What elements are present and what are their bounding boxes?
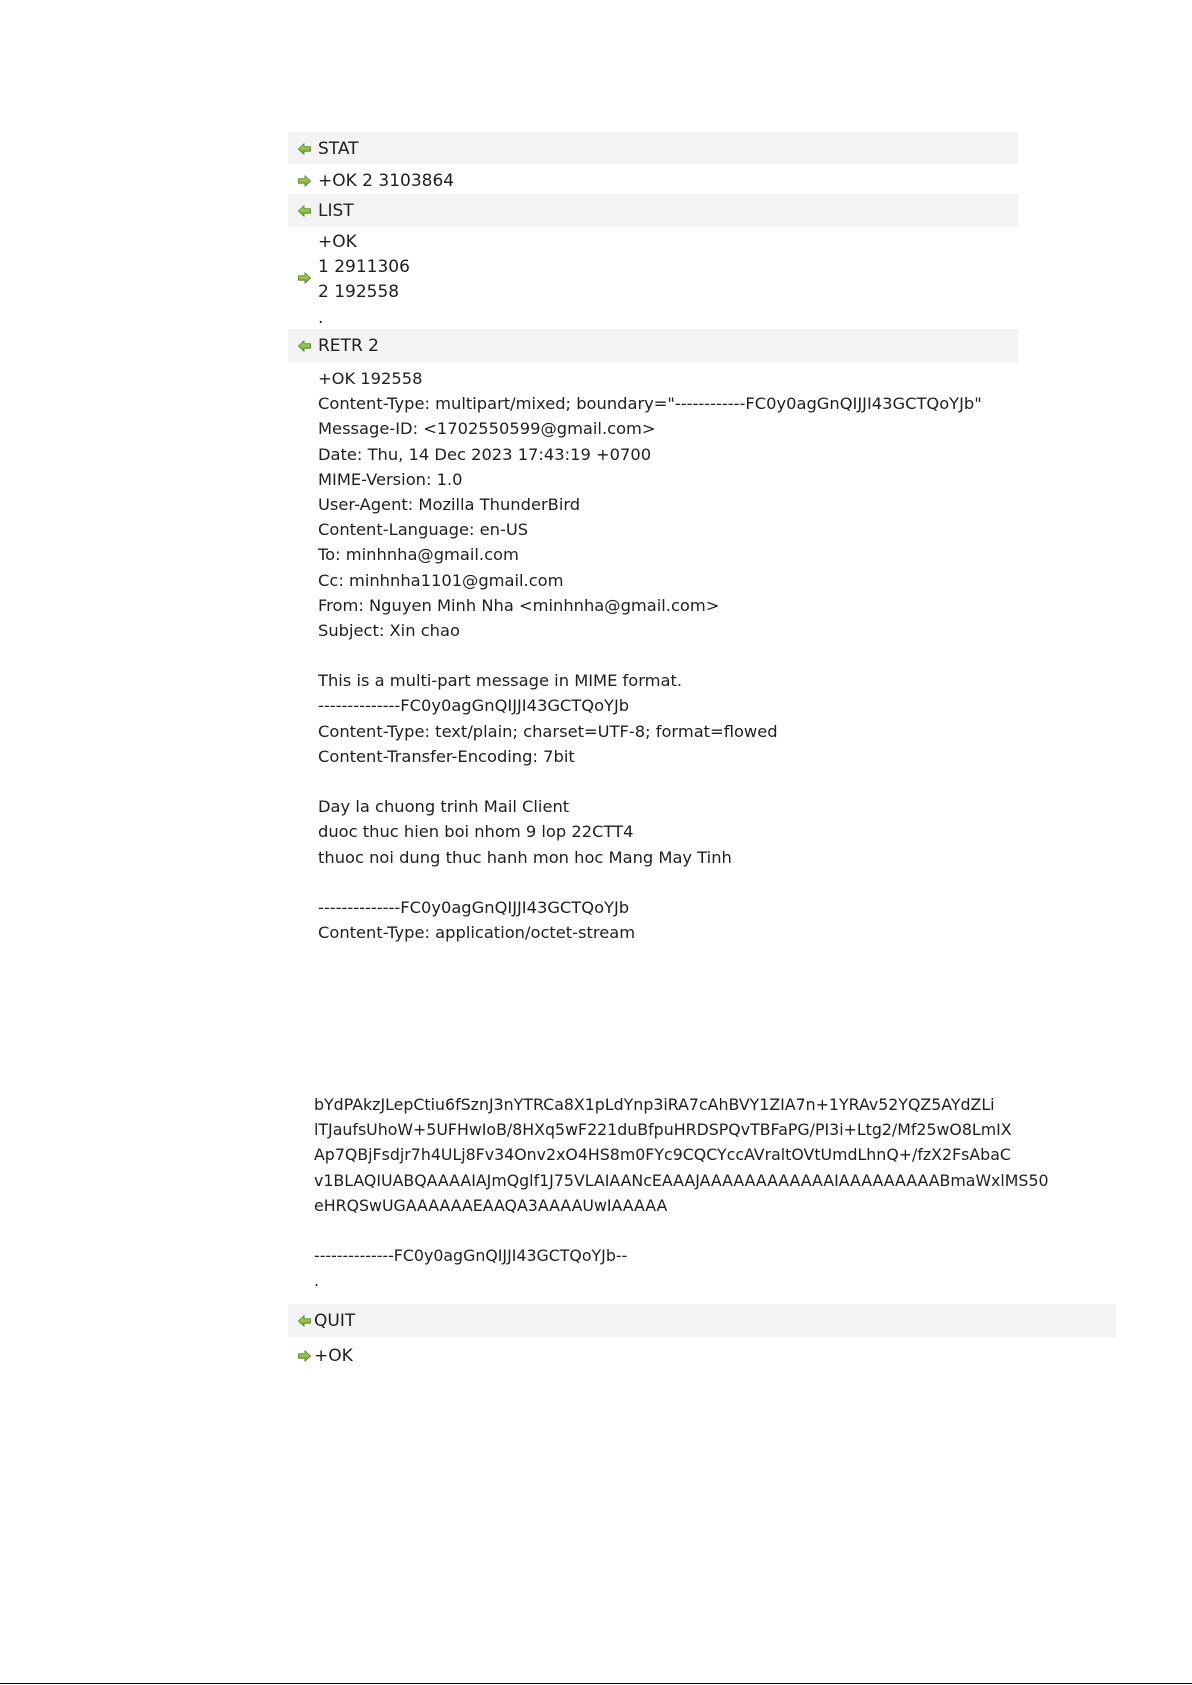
response-line: v1BLAQIUABQAAAAIAJmQglf1J75VLAIAANcEAAAJAAAAAAAAAAAAIAAAAAAAAABmaWxlMS50 (314, 1170, 1049, 1190)
response-line (314, 1218, 1049, 1243)
log-row-retr-response-tail (288, 1090, 1048, 1295)
response-line: lTJaufsUhoW+5UFHwIoB/8HXq5wF221duBfpuHRDSPQvTBFaPG/PI3i+Ltg2/Mf25wO8LmIX (314, 1120, 1012, 1140)
response-line: --------------FC0y0agGnQIJJI43GCTQoYJb (318, 696, 630, 716)
arrow-left-icon (298, 205, 311, 217)
log-row-quit-command (288, 1304, 1116, 1337)
response-text: +OK 2 3103864 (318, 170, 455, 191)
response-line: thuoc noi dung thuc hanh mon hoc Mang May Tinh (318, 847, 732, 867)
response-line: +OK 192558 (318, 369, 423, 388)
response-line: Date: Thu, 14 Dec 2023 17:43:19 +0700 (318, 444, 652, 464)
response-line: 1 2911306 (318, 257, 410, 278)
email-message-lines (318, 366, 982, 945)
arrow-left-icon (298, 1315, 311, 1327)
response-line: . (314, 1271, 320, 1291)
response-line: bYdPAkzJLepCtiu6fSznJ3nYTRCa8X1pLdYnp3iRA7cAhBVY1ZIA7n+1YRAv52YQZ5AYdZLi (314, 1095, 995, 1114)
log-row-stat-response (288, 164, 1018, 197)
arrow-right-icon (298, 272, 311, 284)
response-line: Cc: minhnha1101@gmail.com (318, 570, 564, 590)
response-line: Content-Type: multipart/mixed; boundary="------------FC0y0agGnQIJJI43GCTQoYJb" (318, 394, 982, 414)
log-row-list-response (288, 228, 1018, 330)
email-attachment-lines (314, 1092, 1049, 1294)
response-line: Content-Type: text/plain; charset=UTF-8; format=flowed (318, 721, 778, 741)
response-line: 2 192558 (318, 282, 400, 303)
log-row-quit-response (288, 1339, 1018, 1372)
arrow-right-icon (298, 175, 311, 187)
response-line: This is a multi-part message in MIME format. (318, 671, 683, 691)
response-line: Day la chuong trinh Mail Client (318, 797, 570, 817)
log-row-retr-response (288, 364, 1018, 984)
log-row-retr-command (288, 329, 1018, 362)
response-line: User-Agent: Mozilla ThunderBird (318, 494, 581, 514)
command-text: RETR 2 (318, 335, 379, 356)
arrow-left-icon (298, 143, 311, 155)
response-line: duoc thuc hien boi nhom 9 lop 22CTT4 (318, 822, 634, 842)
arrow-left-icon (298, 340, 311, 352)
response-line: Ap7QBjFsdjr7h4ULj8Fv34Onv2xO4HS8m0FYc9CQCYccAVraltOVtUmdLhnQ+/fzX2FsAbaC (314, 1145, 1011, 1165)
response-line: . (318, 307, 324, 328)
response-text: +OK (314, 1345, 353, 1366)
log-row-list-command (288, 194, 1018, 227)
log-row-stat-command (288, 132, 1018, 165)
command-text: QUIT (314, 1310, 356, 1331)
response-line: eHRQSwUGAAAAAAEAAQA3AAAAUwIAAAAA (314, 1195, 668, 1215)
response-line (318, 643, 982, 668)
response-line: --------------FC0y0agGnQIJJI43GCTQoYJb-- (314, 1246, 628, 1266)
response-line: +OK (318, 232, 357, 252)
response-line: Message-ID: <1702550599@gmail.com> (318, 419, 656, 439)
pop3-session-log (288, 0, 1118, 1685)
response-line (318, 769, 982, 794)
response-line: Subject: Xin chao (318, 620, 460, 640)
response-line (318, 870, 982, 895)
response-line: Content-Type: application/octet-stream (318, 923, 636, 943)
response-lines (318, 230, 410, 331)
response-line: From: Nguyen Minh Nha <minhnha@gmail.com> (318, 595, 720, 615)
response-line: Content-Transfer-Encoding: 7bit (318, 746, 575, 766)
response-line: --------------FC0y0agGnQIJJI43GCTQoYJb (318, 897, 630, 917)
command-text: STAT (318, 138, 359, 159)
page-bottom-rule (0, 1683, 1192, 1684)
response-line: Content-Language: en-US (318, 520, 529, 540)
command-text: LIST (318, 200, 354, 221)
arrow-right-icon (298, 1350, 311, 1362)
response-line: MIME-Version: 1.0 (318, 469, 463, 489)
response-line: To: minhnha@gmail.com (318, 545, 519, 565)
